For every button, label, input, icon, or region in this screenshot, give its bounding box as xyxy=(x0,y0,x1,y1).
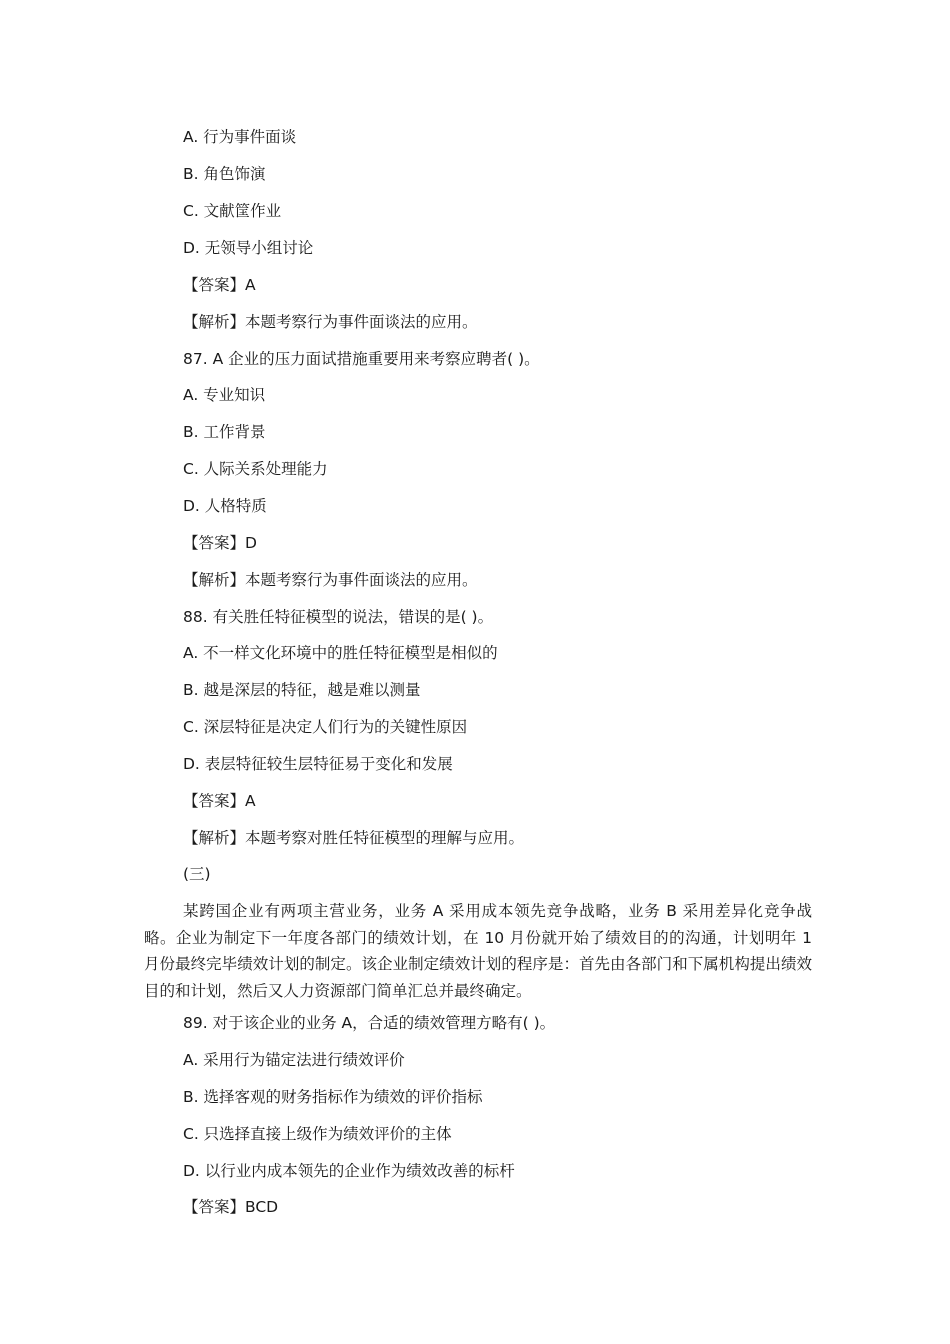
case-paragraph: 某跨国企业有两项主营业务，业务 A 采用成本领先竞争战略，业务 B 采用差异化竞争战略。企业为制定下一年度各部门的绩效计划，在 10 月份就开始了绩效目的的沟通，计划明年 1 月份最终完毕绩效计划的制定。该企业制定绩效计划的程序是：首先由各部门和下属机构提出绩效目的和计划，然后又人力资源部门简单汇总并最终确定。 xyxy=(144,902,812,1000)
question-87: 87. A 企业的压力面试措施重要用来考察应聘者( )。 xyxy=(183,350,540,368)
explanation-q87: 【解析】本题考察行为事件面谈法的应用。 xyxy=(183,571,478,589)
option-a-q89: A. 采用行为锚定法进行绩效评价 xyxy=(183,1051,405,1069)
answer-q88: 【答案】A xyxy=(183,792,256,810)
option-c-q86: C. 文献筐作业 xyxy=(183,202,282,220)
question-88: 88. 有关胜任特征模型的说法，错误的是( )。 xyxy=(183,608,494,626)
question-89: 89. 对于该企业的业务 A，合适的绩效管理方略有( )。 xyxy=(183,1014,556,1032)
option-d-q87: D. 人格特质 xyxy=(183,497,267,515)
option-b-q88: B. 越是深层的特征，越是难以测量 xyxy=(183,681,421,699)
option-d-q89: D. 以行业内成本领先的企业作为绩效改善的标杆 xyxy=(183,1162,515,1180)
option-b-q87: B. 工作背景 xyxy=(183,423,266,441)
option-b-q89: B. 选择客观的财务指标作为绩效的评价指标 xyxy=(183,1088,483,1106)
option-c-q89: C. 只选择直接上级作为绩效评价的主体 xyxy=(183,1125,452,1143)
option-a-q86: A. 行为事件面谈 xyxy=(183,128,297,146)
option-a-q87: A. 专业知识 xyxy=(183,386,266,404)
option-d-q88: D. 表层特征较生层特征易于变化和发展 xyxy=(183,755,453,773)
answer-q87: 【答案】D xyxy=(183,534,257,552)
option-c-q87: C. 人际关系处理能力 xyxy=(183,460,328,478)
option-d-q86: D. 无领导小组讨论 xyxy=(183,239,314,257)
answer-q89: 【答案】BCD xyxy=(183,1198,279,1216)
option-c-q88: C. 深层特征是决定人们行为的关键性原因 xyxy=(183,718,468,736)
section-heading-3: (三) xyxy=(183,865,211,883)
explanation-q86: 【解析】本题考察行为事件面谈法的应用。 xyxy=(183,313,478,331)
answer-q86: 【答案】A xyxy=(183,276,256,294)
option-a-q88: A. 不一样文化环境中的胜任特征模型是相似的 xyxy=(183,644,498,662)
option-b-q86: B. 角色饰演 xyxy=(183,165,266,183)
explanation-q88: 【解析】本题考察对胜任特征模型的理解与应用。 xyxy=(183,829,525,847)
